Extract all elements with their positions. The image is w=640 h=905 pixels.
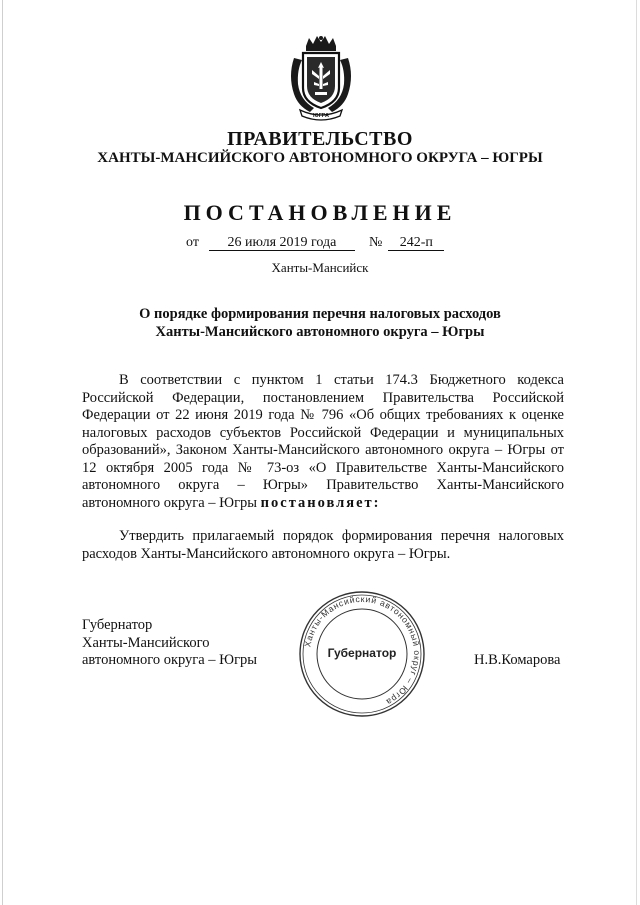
emblem-ribbon-text: ЮГРА (313, 113, 329, 119)
signer-name: Н.В.Комарова (474, 652, 561, 668)
title-line-2: Ханты-Мансийского автономного округа – Югры (155, 324, 485, 340)
date-number-line (186, 235, 444, 251)
resolves-word: постановляет: (260, 494, 381, 511)
stamp-ring-text: Ханты-Мансийский автономный округ – Югра (302, 593, 423, 708)
region-name: ХАНТЫ-МАНСИЙСКОГО АВТОНОМНОГО ОКРУГА – ЮГРЫ (97, 150, 543, 166)
document-number: 242-п (388, 235, 444, 251)
position-line-1: Губернатор (82, 617, 153, 633)
preamble-paragraph (82, 372, 564, 512)
city: Ханты-Мансийск (271, 260, 369, 275)
resolution-paragraph: Утвердить прилагаемый порядок формирования перечня налоговых расходов Ханты-Мансийского автономного округа – Югры. (82, 528, 564, 562)
number-prefix: № (368, 235, 383, 250)
title-line-1: О порядке формирования перечня налоговых расходов (139, 306, 501, 322)
government-name: ПРАВИТЕЛЬСТВО (227, 128, 413, 150)
position-line-2: Ханты-Мансийского (82, 634, 210, 651)
coat-of-arms-emblem (286, 36, 356, 122)
document-date: 26 июля 2019 года (209, 235, 355, 251)
signatory-position (82, 617, 257, 670)
preamble-text: В соответствии с пунктом 1 статьи 174.3 Бюджетного кодекса Российской Федерации, постановлением Правительства Российской Федерации от 22 июня 2019 года № 796 «Об общих требованиях к оценке налоговых расходов субъектов Российской Федерации и муниципальных образований», Законом Ханты-Мансийского автономного округа – Югры от 12 октября 2005 года № 73-оз «О Правительстве Ханты-Мансийского автономного округа – Югры» Правительство Ханты-Мансийского автономного округа – Югры (82, 372, 564, 511)
position-line-3: автономного округа – Югры (82, 652, 258, 668)
document-title (0, 305, 640, 341)
date-prefix: от (186, 235, 199, 250)
stamp-center-text: Губернатор (327, 646, 397, 660)
document-type: ПОСТАНОВЛЕНИЕ (183, 200, 457, 225)
